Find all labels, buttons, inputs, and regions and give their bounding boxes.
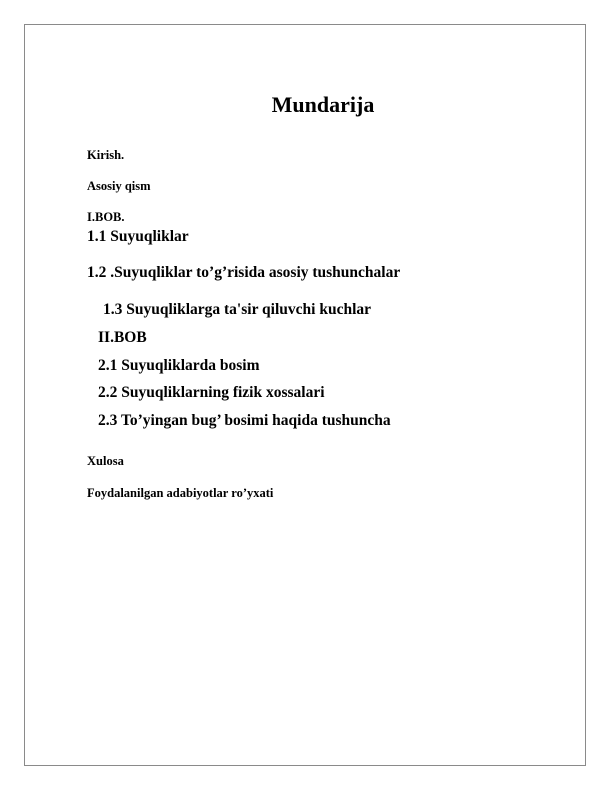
toc-entry-asosiy-qism: Asosiy qism (87, 179, 151, 193)
toc-title: Mundarija (271, 92, 375, 117)
toc-entry-kirish: Kirish. (87, 148, 125, 162)
toc-entry-2-2: 2.2 Suyuqliklarning fizik xossalari (98, 384, 325, 401)
toc-entry-bob-1: I.BOB. (87, 210, 125, 224)
toc-entry-2-3: 2.3 To’yingan bug’ bosimi haqida tushuncha (98, 412, 391, 429)
toc-entry-2-1: 2.1 Suyuqliklarda bosim (98, 357, 260, 374)
toc-entry-1-2: 1.2 .Suyuqliklar to’g’risida asosiy tushunchalar (87, 264, 401, 281)
toc-entry-bob-2: II.BOB (98, 329, 147, 346)
toc-entry-1-1: 1.1 Suyuqliklar (87, 228, 189, 245)
toc-entry-xulosa: Xulosa (87, 454, 124, 468)
toc-entry-1-3: 1.3 Suyuqliklarga ta'sir qiluvchi kuchlar (103, 301, 372, 318)
toc-entry-adabiyotlar: Foydalanilgan adabiyotlar ro’yxati (87, 486, 274, 500)
